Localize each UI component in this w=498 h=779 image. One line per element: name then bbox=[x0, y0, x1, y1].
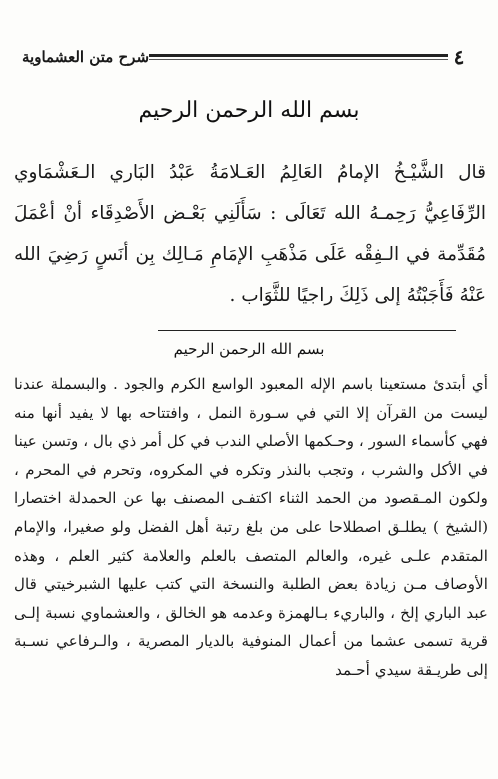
matn-paragraph: قال الشَّيْـخُ الإمامُ العَالِمُ العَـلامَةُ عَبْدُ البَاري الـعَشْمَاوي الرِّفَاعِيُّ رَحِمـهُ الله تَعَالَى : سَأَلَنِي بَعْـض الأَصْدِقَاء أنْ أعْمَلَ مُقَدِّمة في الـفِقْه عَلَى مَذْهَبِ الإمَامِ مَـالِك بِن أنَسٍ رَضِيَ الله عَنْهُ فَأَجَبْتُهُ إلى ذَلِكَ راجيًا للثَّوَاب . bbox=[14, 162, 486, 306]
section-divider bbox=[158, 330, 456, 331]
basmala-small: بسم الله الرحمن الرحيم bbox=[173, 340, 325, 358]
sharh-paragraph: أي أبتدئ مستعينا باسم الإله المعبود الواسع الكرم والجود . والبسملة عندنا ليست من القرآن إلا التي في سـورة النمل ، وافتتاحه بها لا يفيد أنها منه فهي كأسماء السور ، وحـكمها الأصلي الندب في كل أمر ذي بال ، وتسن عينا في الأكل والشرب ، وتجب بالنذر وتكره في المكروه، وتحرم في المحرم ، ولكون المـقصود من الحمد الثناء اكتفـى المصنف بها عن الحمدلة اختصارا (الشيخ ) يطلـق اصطلاحا على من بلغ رتبة أهل الفضل ولو صغيرا، والإمام المتقدم علـى غيره، والعالم المتصف بالعلم والعلامة كثير العلم ، وهذه الأوصاف مـن زيادة بعض الطلبة والنسخة التي كتب عليها الشبرخيتي قال عبد الباري إلخ ، والباريء بـالهمزة وعدمه هو الخالق ، والعشماوي نسبة إلـى قرية تسمى عشما من أعمال المنوفية بالديار المصرية ، والـرفاعي نسـبة إلى طريـقة سيدي أحـمد bbox=[14, 375, 488, 679]
sharh-text bbox=[14, 370, 488, 685]
header-title: شرح متن العشماوية bbox=[22, 48, 150, 66]
basmala-heading: بسم الله الرحمن الرحيم bbox=[138, 98, 360, 123]
page-number: ٤ bbox=[453, 45, 465, 69]
header-rule bbox=[149, 51, 448, 63]
running-header bbox=[14, 44, 484, 70]
matn-text bbox=[14, 152, 486, 316]
